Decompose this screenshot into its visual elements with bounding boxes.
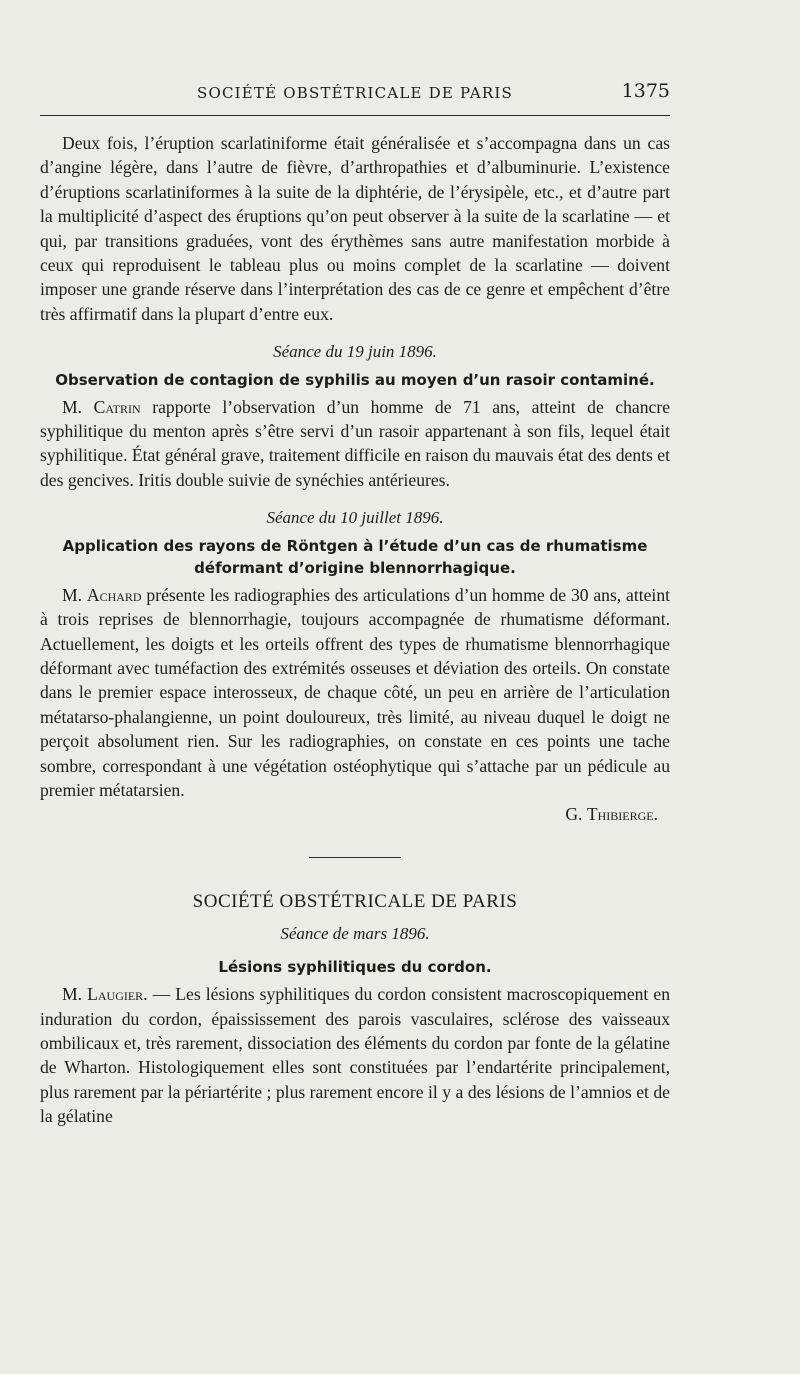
paragraph-achard	[40, 583, 670, 803]
running-head	[40, 78, 670, 106]
signature	[40, 802, 670, 826]
signature-initial: G.	[565, 804, 587, 825]
running-title: SOCIÉTÉ OBSTÉTRICALE DE PARIS	[197, 84, 513, 102]
header-rule	[40, 115, 670, 116]
heading-rontgen-rhumatisme: Application des rayons de Röntgen à l’étude d’un cas de rhumatisme déformant d’origine blennorrhagique.	[62, 536, 648, 577]
speaker-prefix: M.	[62, 984, 88, 1005]
speaker-name-catrin: Catrin	[93, 396, 141, 417]
paragraph-text: rapporte l’observation d’un homme de 71 ans, atteint de chancre syphilitique du menton après s’être servi d’un rasoir appartenant à son fils, lequel était syphilitique. État général grave, traitement difficile en raison du mauvais état des dents et des gencives. Iritis double suivie de synéchies antérieures.	[40, 396, 670, 490]
session-date-march: Séance de mars 1896.	[280, 923, 430, 943]
session-date-july: Séance du 10 juillet 1896.	[266, 508, 444, 528]
heading-syphilis-razor: Observation de contagion de syphilis au moyen d’un rasoir contaminé.	[55, 370, 655, 389]
paragraph-laugier	[40, 982, 670, 1128]
signature-name: Thibierge.	[586, 804, 658, 825]
speaker-prefix: M.	[62, 396, 94, 417]
speaker-name-achard: Achard	[86, 584, 142, 605]
paragraph-text: . — Les lésions syphilitiques du cordon consistent macroscopiquement en induration du cordon, épaississement des parois vasculaires, sclérose des vaisseaux ombilicaux et, très rarement, dissociation des éléments du cordon par fonte de la gélatine de Wharton. Histologiquement elles sont constituées par l’endartérite principalement, plus rarement par la périartérite ; plus rarement encore il y a des lésions de l’amnios et de la gélatine	[40, 984, 670, 1127]
paragraph-scarlatiniform: Deux fois, l’éruption scarlatiniforme était généralisée et s’accompagna dans un cas d’angine légère, dans l’autre de fièvre, d’arthropathies et d’albuminurie. L’existence d’éruptions scarlatiniformes à la suite de la diphtérie, de l’érysipèle, etc., et d’autre part la multiplicité d’aspect des éruptions qu’on peut observer à la suite de la scarlatine — et qui, par transitions graduées, vont des érythèmes sans autre manifestation morbide à ceux qui reproduisent le tableau plus ou moins complet de la scarlatine — doivent imposer une grande réserve dans l’interprétation des cas de ce genre et empêchent d’être très affirmatif dans la plupart d’entre eux.	[40, 133, 670, 324]
paragraph-text: présente les radiographies des articulations d’un homme de 30 ans, atteint à trois reprises de blennorrhagie, toujours accompagnée de rhumatisme déformant. Actuellement, les doigts et les orteils offrent des types de rhumatisme blennorrhagique déformant avec tuméfaction des extrémités osseuses et déviation des orteils. On constate dans le premier espace interosseux, de chaque côté, un peu en arrière de l’articulation métatarso-phalangienne, un point douloureux, très limité, au niveau duquel le doigt ne perçoit absolument rien. Sur les radiographies, on constate en ces points une tache sombre, correspondant à une végétation ostéophytique qui s’attache par un pédicule au premier métatarsien.	[40, 584, 670, 800]
section-title: SOCIÉTÉ OBSTÉTRICALE DE PARIS	[192, 890, 518, 912]
paragraph-catrin	[40, 395, 670, 493]
speaker-name-laugier: Laugier	[87, 984, 144, 1005]
section-divider	[309, 857, 401, 858]
page-number: 1375	[621, 80, 670, 102]
session-date-june: Séance du 19 juin 1896.	[273, 342, 437, 362]
heading-cordon: Lésions syphilitiques du cordon.	[218, 958, 492, 977]
speaker-prefix: M.	[62, 584, 87, 605]
page-content	[40, 131, 670, 1129]
